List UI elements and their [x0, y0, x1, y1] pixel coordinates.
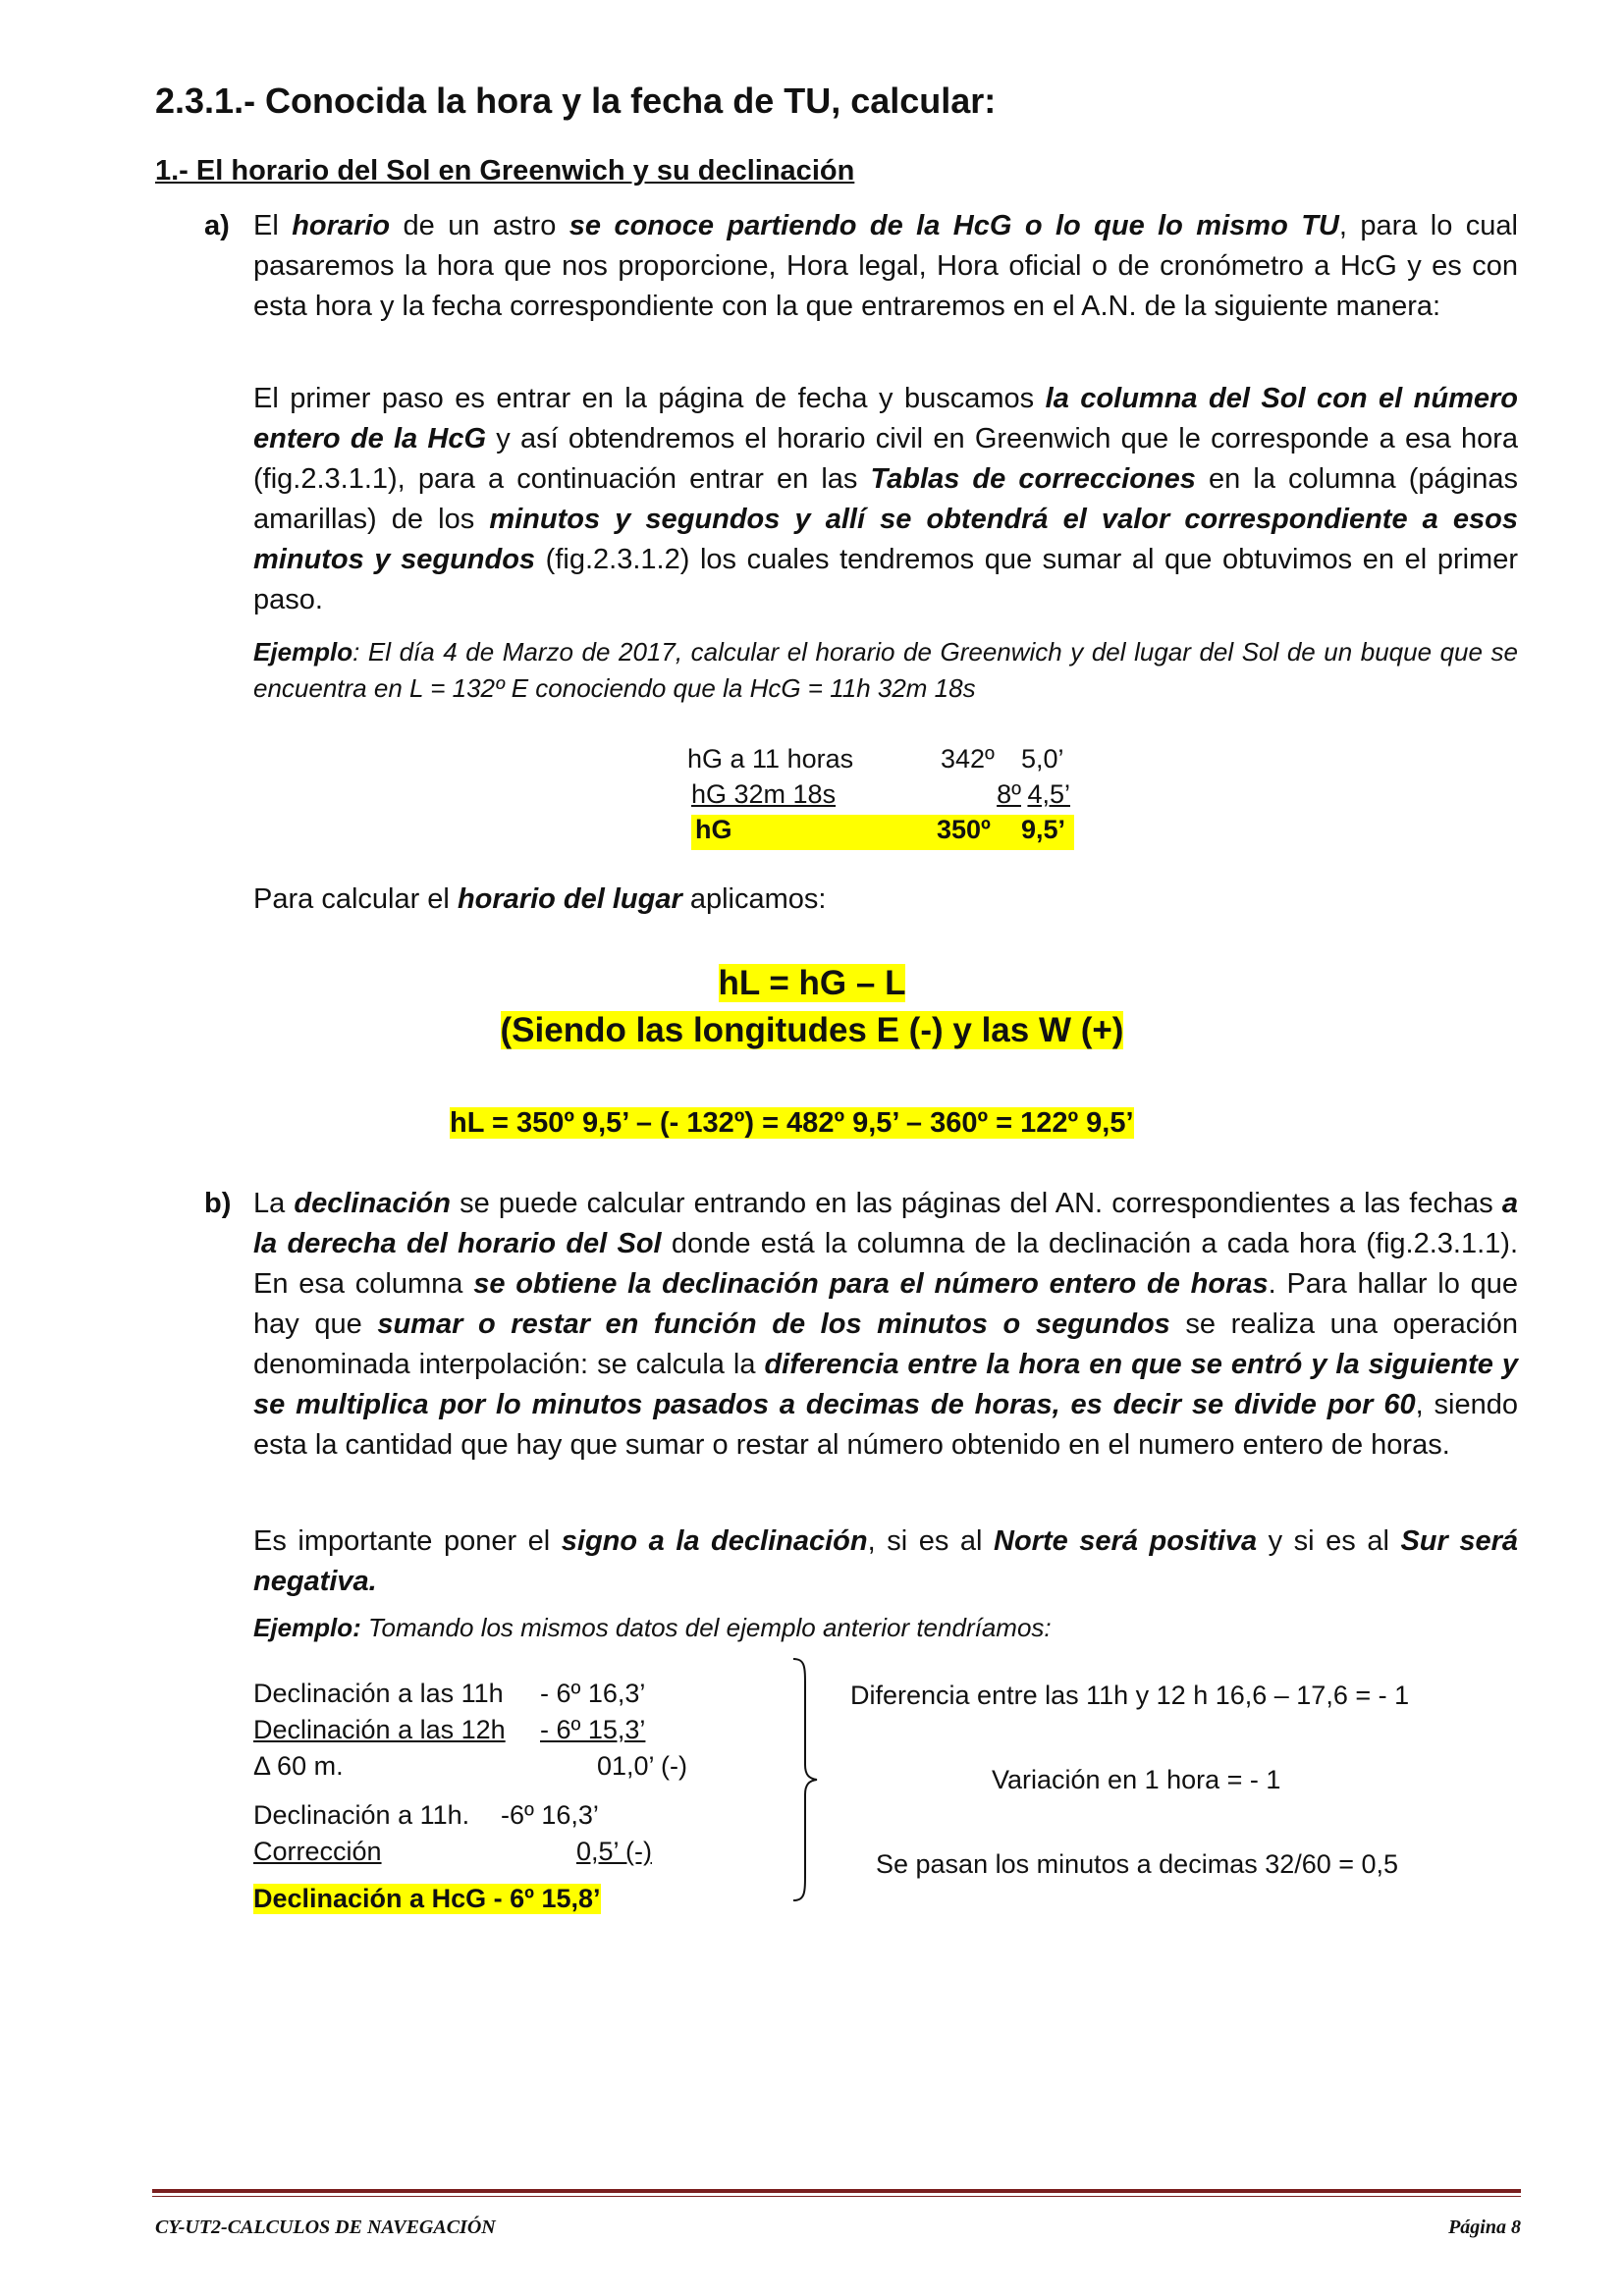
example-b	[253, 1610, 1518, 1646]
table-row-result: Declinación a HcG - 6º 15,8’	[253, 1884, 601, 1913]
footer-rule	[152, 2189, 1521, 2197]
interpolation-note-2: Variación en 1 hora = - 1	[992, 1765, 1281, 1794]
paragraph-a1: El horario de un astro se conoce partiendo de la HcG o lo que lo mismo TU, para lo cual pasaremos la hora que nos proporcione, Hora legal, Hora oficial o de cronómetro a HcG y es con esta hora y la fecha correspondiente con la que entraremos en el A.N. de la siguiente manera:	[253, 210, 1518, 322]
example-label: Ejemplo:	[253, 1613, 361, 1642]
table-row: Declinación a 11h. -6º 16,3’	[253, 1800, 599, 1830]
list-marker-a: a)	[204, 210, 230, 241]
table-row: Declinación a las 12h - 6º 15,3’	[253, 1715, 646, 1744]
paragraph-a2: El primer paso es entrar en la página de fecha y buscamos la columna del Sol con el número entero de la HcG y así obtendremos el horario civil en Greenwich que le corresponde a esa hora (fig.2.3.1.1), para a continuación entrar en las Tablas de correcciones en la columna (páginas amarillas) de los minutos y segundos y allí se obtendrá el valor correspondiente a esos minutos y segundos (fig.2.3.1.2) los cuales tendremos que sumar al que obtuvimos en el primer paso.	[253, 383, 1519, 615]
curly-brace	[785, 1657, 825, 1902]
lugar-intro: Para calcular el horario del lugar aplicamos:	[253, 883, 827, 915]
footer-rule-thick	[152, 2189, 1521, 2193]
formula: hL = hG – L (Siendo las longitudes E (-) y las W (+)	[500, 964, 1124, 1049]
table-row: hG a 11 horas 342º 5,0’	[687, 744, 1064, 774]
footer-page-number: Página 8	[1448, 2216, 1521, 2238]
declination-table	[253, 1679, 715, 1920]
example-a	[253, 634, 1518, 707]
example-text: Tomando los mismos datos del ejemplo anterior tendríamos:	[360, 1613, 1052, 1642]
formula-calculation: hL = 350º 9,5’ – (- 132º) = 482º 9,5’ – 360º = 122º 9,5’	[450, 1107, 1134, 1139]
hg-table	[687, 744, 1075, 850]
table-row: Declinación a las 11h - 6º 16,3’	[253, 1679, 646, 1708]
footer-left: CY-UT2-CALCULOS DE NAVEGACIÓN	[155, 2216, 496, 2238]
footer-rule-thin	[152, 2196, 1521, 2197]
table-row: hG 32m 18s 8º 4,5’	[691, 779, 1070, 809]
section-subheading: 1.- El horario del Sol en Greenwich y su declinación	[155, 155, 855, 187]
interpolation-note-1: Diferencia entre las 11h y 12 h 16,6 – 17,6 = - 1	[850, 1681, 1410, 1710]
table-row: Δ 60 m. 01,0’ (-)	[253, 1751, 688, 1781]
list-marker-b: b)	[204, 1188, 232, 1219]
page-title: 2.3.1.- Conocida la hora y la fecha de TU, calcular:	[155, 80, 997, 121]
table-row: Corrección 0,5’ (-)	[253, 1837, 652, 1866]
example-text: : El día 4 de Marzo de 2017, calcular el horario de Greenwich y del lugar del Sol de un buque que se encuentra en L = 132º E conociendo que la HcG = 11h 32m 18s	[253, 637, 1518, 703]
paragraph-b2: Es importante poner el signo a la declinación, si es al Norte será positiva y si es al Sur será negativa.	[253, 1525, 1519, 1597]
paragraph-b1: La declinación se puede calcular entrando en las páginas del AN. correspondientes a las fechas a la derecha del horario del Sol donde está la columna de la declinación a cada hora (fig.2.3.1.1). En esa columna se obtiene la declinación para el número entero de horas. Para hallar lo que hay que sumar o restar en función de los minutos o segundos se realiza una operación denominada interpolación: se calcula la diferencia entre la hora en que se entró y la siguiente y se multiplica por lo minutos pasados a decimas de horas, es decir se divide por 60, siendo esta la cantidad que hay que sumar o restar al número obtenido en el numero entero de horas.	[253, 1188, 1519, 1461]
interpolation-note-3: Se pasan los minutos a decimas 32/60 = 0,5	[876, 1849, 1399, 1879]
example-label: Ejemplo	[253, 637, 353, 667]
table-row-result: hG 350º 9,5’	[691, 815, 1074, 850]
